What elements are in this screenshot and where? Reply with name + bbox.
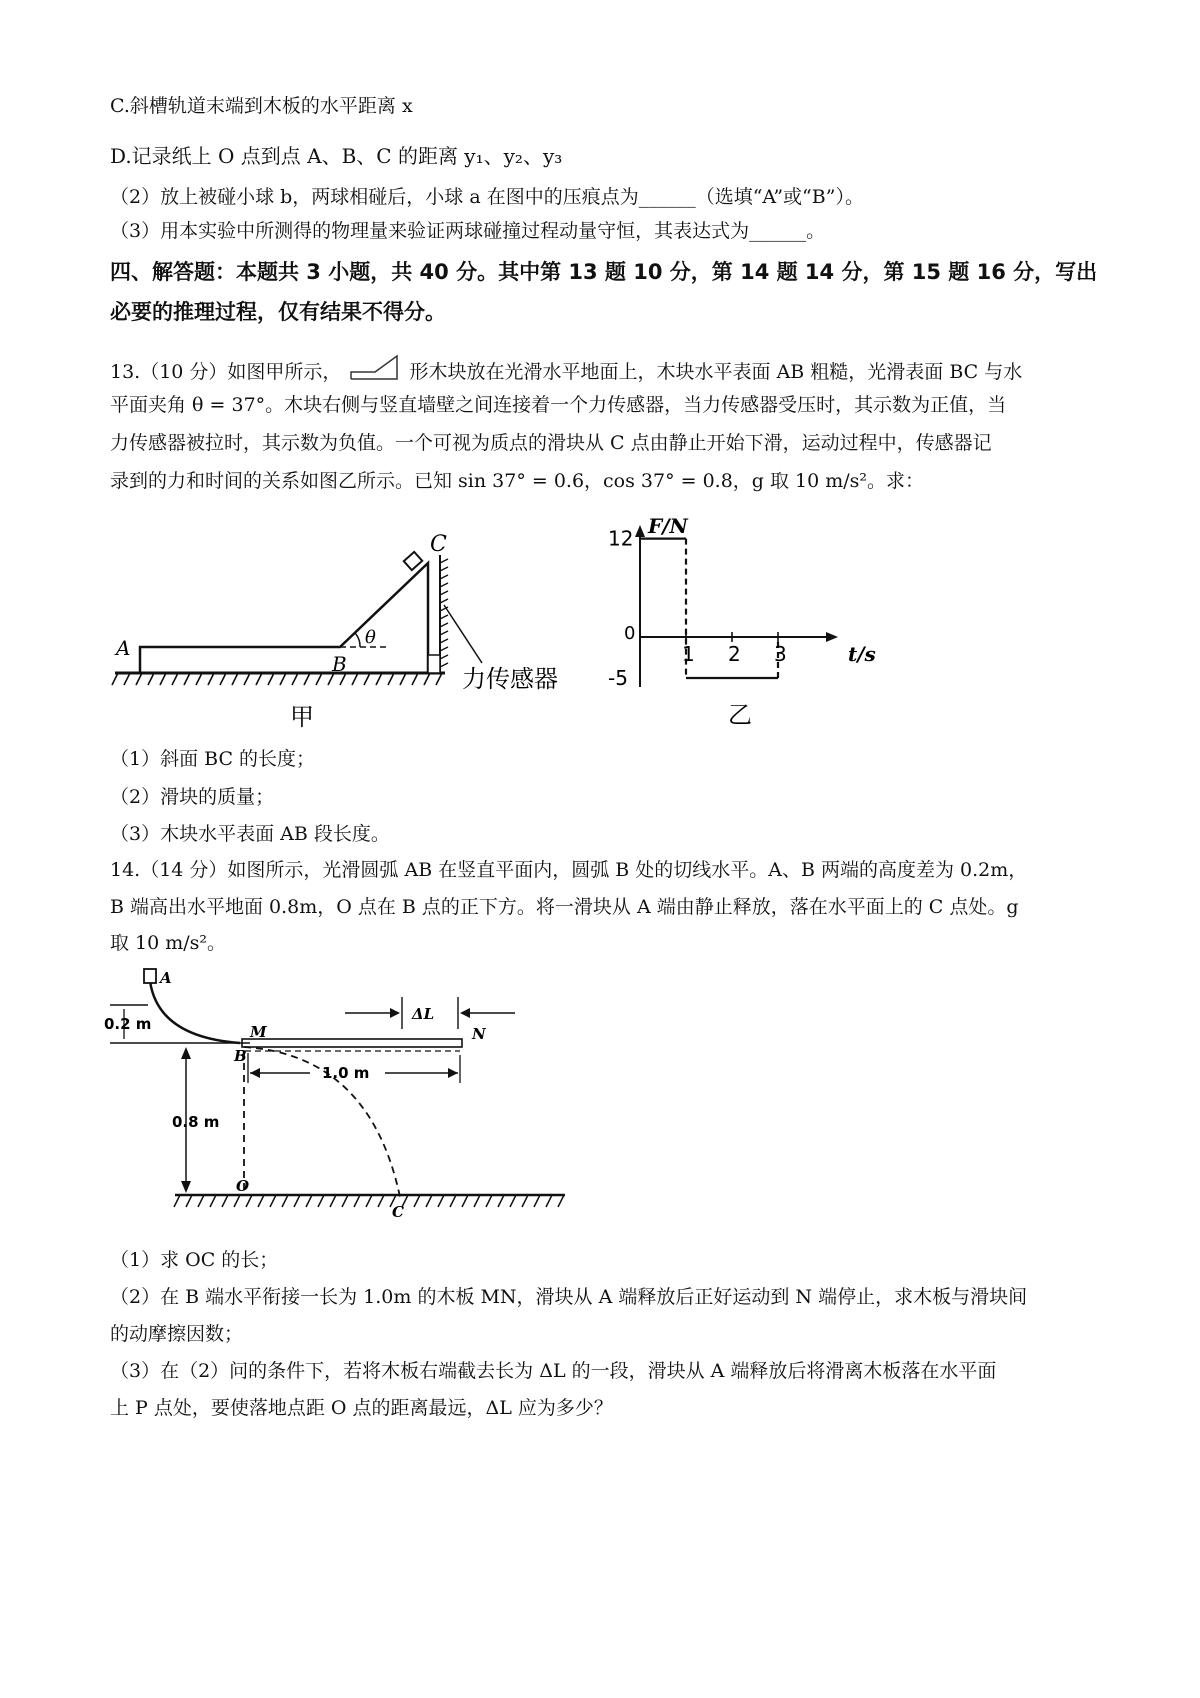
q13-sub1: （1）斜面 BC 的长度； bbox=[110, 748, 316, 770]
ft-y-axis-label: F/N bbox=[648, 514, 688, 538]
q14-label-len: 1.0 m bbox=[322, 1064, 370, 1082]
q13-sub3: （3）木块水平表面 AB 段长度。 bbox=[110, 823, 390, 845]
figure-q14 bbox=[104, 965, 630, 1244]
q14-label-m: M bbox=[250, 1023, 267, 1041]
q14-sub1: （1）求 OC 的长； bbox=[110, 1249, 279, 1271]
q13-sub2: （2）滑块的质量； bbox=[110, 786, 275, 808]
section-heading: 四、解答题：本题共 3 小题，共 40 分。其中第 13 题 10 分，第 14 题 14 分，第 15 题 16 分，写出必要的推理过程，仅有结果不得分。 bbox=[110, 260, 1098, 324]
q14-label-h2: 0.8 m bbox=[172, 1113, 220, 1131]
ft-x-arrow bbox=[826, 632, 838, 642]
ft-y-tick-label: 12 bbox=[608, 526, 634, 551]
ft-x-tick-label: 2 bbox=[728, 642, 741, 666]
ft-y-tick-label: -5 bbox=[608, 666, 628, 690]
ft-caption: 乙 bbox=[728, 701, 752, 729]
block-shape-icon bbox=[349, 352, 401, 380]
q14-label-b: B bbox=[234, 1047, 247, 1065]
fig-jia-label-a: A bbox=[116, 636, 131, 660]
q14-line3: 取 10 m/s²。 bbox=[110, 932, 227, 954]
q14-label-dl: ΔL bbox=[412, 1005, 435, 1023]
fig-jia-sensor-label: 力传感器 bbox=[462, 665, 558, 693]
q14-line1: 14.（14 分）如图所示，光滑圆弧 AB 在竖直平面内，圆弧 B 处的切线水平。A、B 两端的高度差为 0.2m， bbox=[110, 859, 1028, 881]
ft-x-axis-label: t/s bbox=[848, 642, 876, 666]
fig-jia-label-theta: θ bbox=[365, 627, 376, 648]
q13-intro bbox=[110, 352, 1022, 386]
fig-jia-label-c: C bbox=[430, 532, 447, 557]
figure-jia bbox=[110, 525, 580, 744]
figure-yi bbox=[608, 514, 920, 744]
q14-sub2a: （2）在 B 端水平衔接一长为 1.0m 的木板 MN，滑块从 A 端释放后正好运动到 N 端停止，求木板与滑块间 bbox=[110, 1286, 1028, 1308]
q13-line2: 平面夹角 θ = 37°。木块右侧与竖直墙壁之间连接着一个力传感器，当力传感器受压时，其示数为正值，当 bbox=[110, 394, 1007, 416]
q12-part2: （2）放上被碰小球 b，两球相碰后，小球 a 在图中的压痕点为______（选填“A”或“B”）。 bbox=[110, 186, 864, 208]
q13-line4: 录到的力和时间的关系如图乙所示。已知 sin 37° = 0.6，cos 37° = 0.8，g 取 10 m/s²。求： bbox=[110, 470, 925, 492]
ft-origin-label: 0 bbox=[624, 623, 636, 644]
ft-y-arrow bbox=[635, 525, 645, 537]
q13-intro-a: 13.（10 分）如图甲所示， bbox=[110, 361, 342, 383]
q13-intro-b: 形木块放在光滑水平地面上，木块水平表面 AB 粗糙，光滑表面 BC 与水 bbox=[409, 361, 1023, 383]
option-d: D.记录纸上 O 点到点 A、B、C 的距离 y₁、y₂、y₃ bbox=[110, 144, 563, 168]
q13-line3: 力传感器被拉时，其示数为负值。一个可视为质点的滑块从 C 点由静止开始下滑，运动过程中，传感器记 bbox=[110, 432, 992, 454]
ft-graph bbox=[608, 514, 920, 740]
q14-label-n: N bbox=[472, 1025, 486, 1043]
q14-label-c: C bbox=[392, 1203, 404, 1221]
fig-jia-label-b: B bbox=[332, 652, 347, 676]
ft-x-tick-label: 3 bbox=[774, 642, 787, 666]
q14-sub3a: （3）在（2）问的条件下，若将木板右端截去长为 ΔL 的一段，滑块从 A 端释放后将滑离木板落在水平面 bbox=[110, 1360, 997, 1382]
q14-label-h1: 0.2 m bbox=[104, 1015, 152, 1033]
q14-label-a: A bbox=[160, 969, 172, 987]
q14-sub3b: 上 P 点处，要使落地点距 O 点的距离最远，ΔL 应为多少？ bbox=[110, 1397, 613, 1419]
fig-jia-caption: 甲 bbox=[290, 703, 314, 731]
ft-x-tick-label: 1 bbox=[682, 642, 695, 666]
q14-label-o: O bbox=[236, 1177, 250, 1195]
q14-line2: B 端高出水平地面 0.8m，O 点在 B 点的正下方。将一滑块从 A 端由静止释放，落在水平面上的 C 点处。g bbox=[110, 896, 1019, 918]
option-c: C.斜槽轨道末端到木板的水平距离 x bbox=[110, 95, 413, 117]
q12-part3: （3）用本实验中所测得的物理量来验证两球碰撞过程动量守恒，其表达式为______。 bbox=[110, 220, 826, 242]
q14-sub2b: 的动摩擦因数； bbox=[110, 1323, 244, 1345]
